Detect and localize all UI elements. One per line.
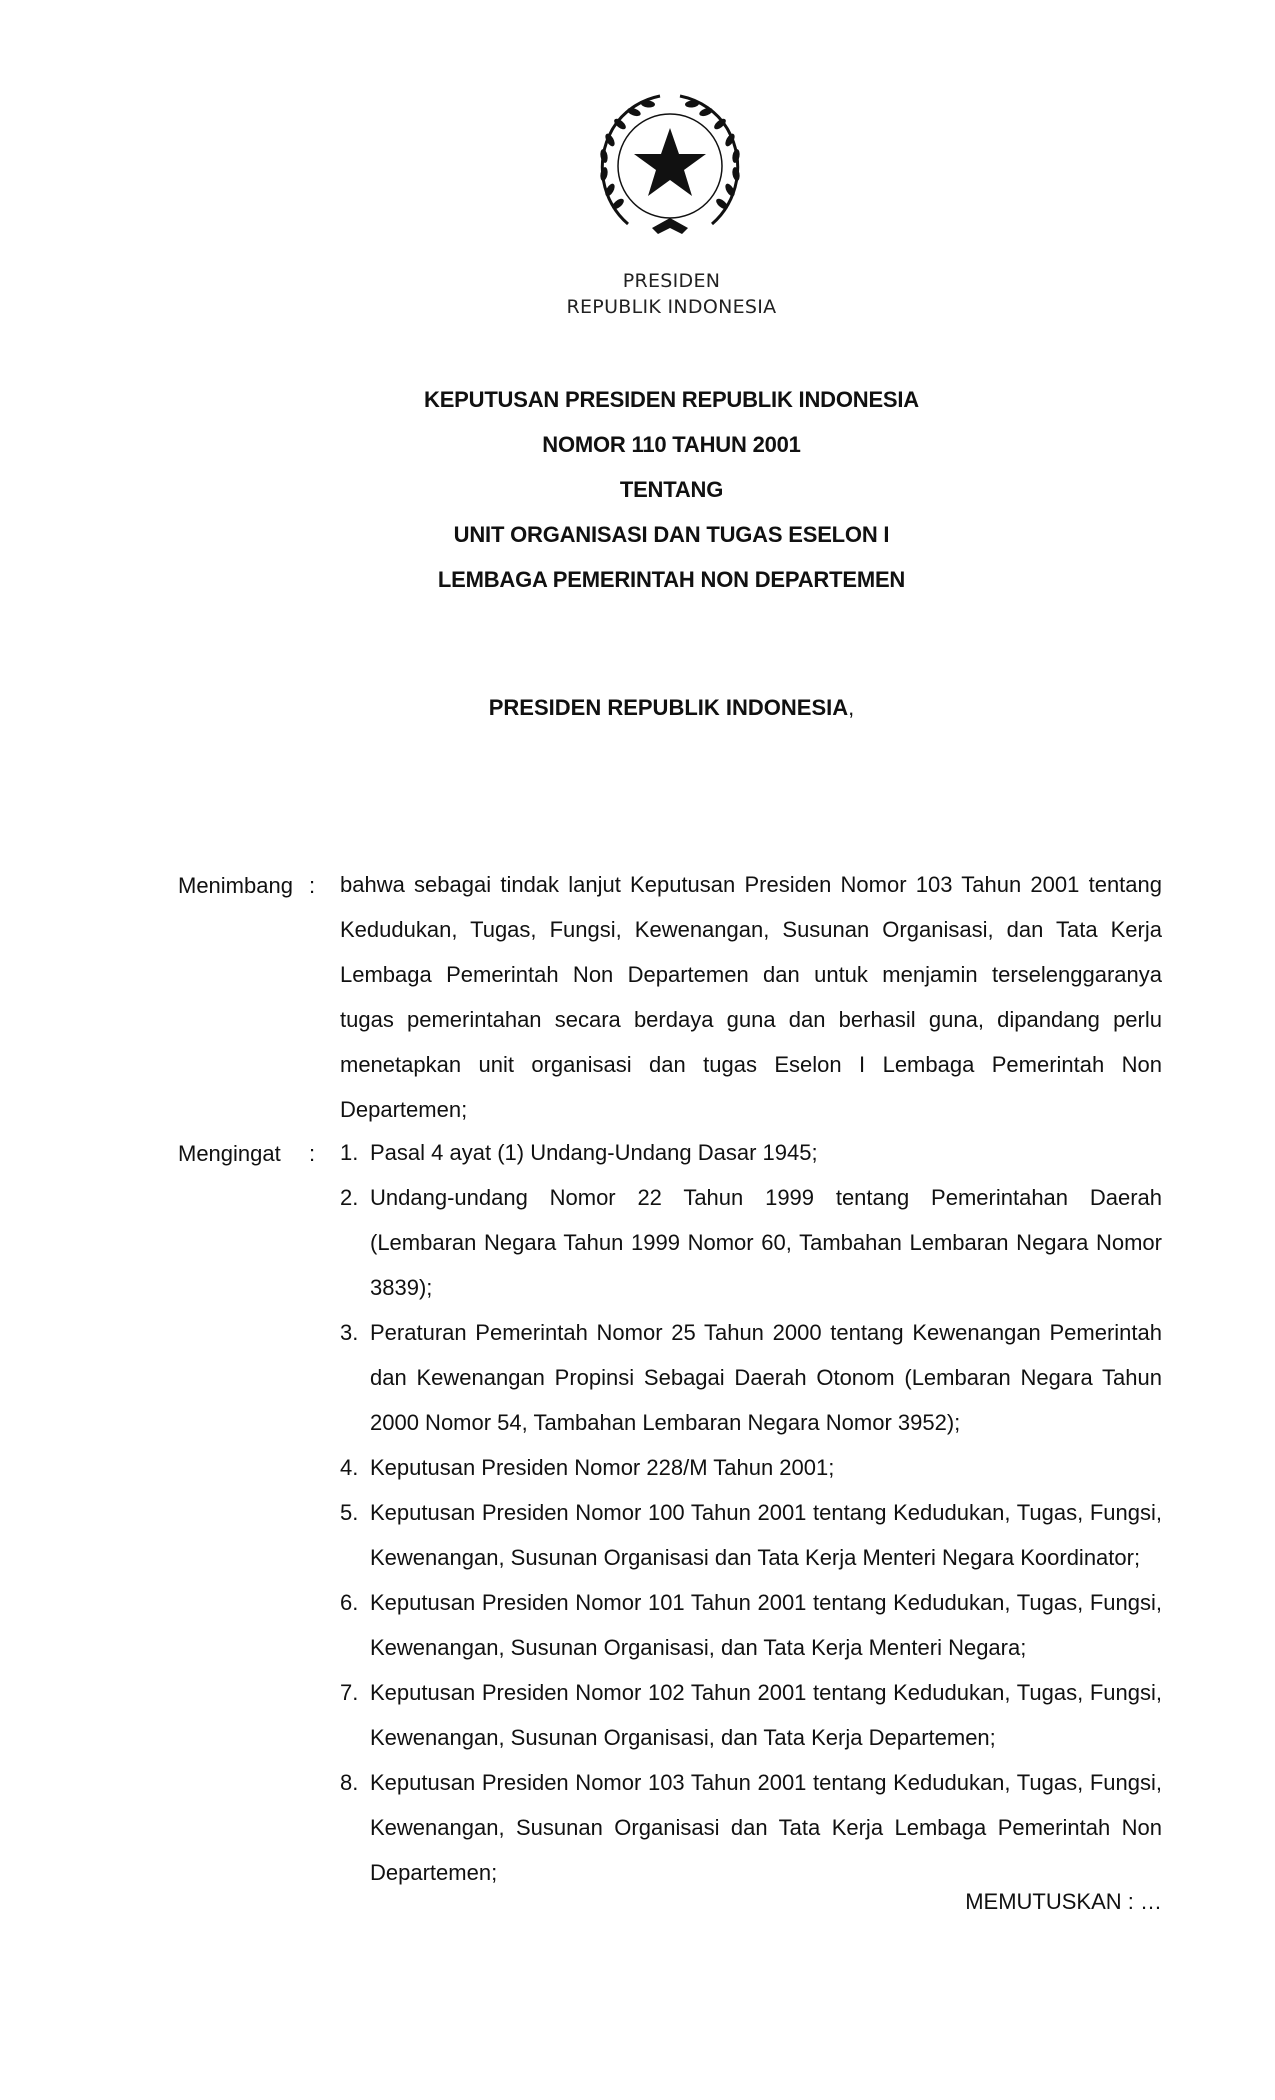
president-heading	[0, 695, 1275, 721]
document-title-line4: UNIT ORGANISASI DAN TUGAS ESELON I	[453, 522, 890, 547]
continuation-note: MEMUTUSKAN : …	[965, 1889, 1162, 1914]
list-item-number: 7.	[340, 1680, 359, 1705]
list-item	[340, 1760, 1162, 1895]
list-item-text: Undang-undang Nomor 22 Tahun 1999 tentang Pemerintahan Daerah (Lembaran Negara Tahun 1999 Nomor 60, Tambahan Lembaran Negara Nomor 3839);	[370, 1185, 1162, 1300]
list-item-number: 5.	[340, 1500, 359, 1525]
menimbang-colon: :	[309, 873, 316, 898]
list-item-number: 1.	[340, 1140, 359, 1165]
document-title-line5: LEMBAGA PEMERINTAH NON DEPARTEMEN	[437, 567, 906, 592]
list-item-number: 8.	[340, 1770, 359, 1795]
president-punct: ,	[848, 695, 855, 720]
menimbang-paragraph	[340, 862, 1162, 1132]
list-item-number: 2.	[340, 1185, 359, 1210]
mengingat-list	[340, 1130, 1162, 1895]
list-item-text: Keputusan Presiden Nomor 228/M Tahun 2001;	[370, 1455, 835, 1480]
list-item-text: Peraturan Pemerintah Nomor 25 Tahun 2000 tentang Kewenangan Pemerintah dan Kewenangan Propinsi Sebagai Daerah Otonom (Lembaran Negara Tahun 2000 Nomor 54, Tambahan Lembaran Negara Nomor 3952);	[370, 1320, 1162, 1435]
document-title-line3: TENTANG	[619, 477, 724, 502]
list-item	[340, 1445, 1162, 1490]
list-item-text: Keputusan Presiden Nomor 100 Tahun 2001 tentang Kedudukan, Tugas, Fungsi, Kewenangan, Susunan Organisasi dan Tata Kerja Menteri Negara Koordinator;	[370, 1500, 1162, 1570]
document-title-line2: NOMOR 110 TAHUN 2001	[542, 432, 801, 457]
list-item-number: 3.	[340, 1320, 359, 1345]
menimbang-text: bahwa sebagai tindak lanjut Keputusan Presiden Nomor 103 Tahun 2001 tentang Kedudukan, Tugas, Fungsi, Kewenangan, Susunan Organisasi, dan Tata Kerja Lembaga Pemerintah Non Departemen dan untuk menjamin terselenggaranya tugas pemerintahan secara berdaya guna dan berhasil guna, dipandang perlu menetapkan unit organisasi dan tugas Eselon I Lembaga Pemerintah Non Departemen;	[340, 872, 1162, 1122]
list-item-text: Keputusan Presiden Nomor 101 Tahun 2001 tentang Kedudukan, Tugas, Fungsi, Kewenangan, Susunan Organisasi, dan Tata Kerja Menteri Negara;	[370, 1590, 1162, 1660]
list-item	[340, 1175, 1162, 1310]
mengingat-label: Mengingat	[178, 1141, 281, 1166]
list-item	[340, 1670, 1162, 1760]
garuda-star-wreath-emblem-icon	[588, 86, 752, 250]
document-title-line1: KEPUTUSAN PRESIDEN REPUBLIK INDONESIA	[424, 387, 919, 412]
list-item	[340, 1490, 1162, 1580]
president-name: PRESIDEN REPUBLIK INDONESIA	[488, 695, 849, 720]
list-item-number: 6.	[340, 1590, 359, 1615]
list-item-text: Pasal 4 ayat (1) Undang-Undang Dasar 1945;	[370, 1140, 818, 1165]
list-item-number: 4.	[340, 1455, 359, 1480]
list-item-text: Keputusan Presiden Nomor 102 Tahun 2001 tentang Kedudukan, Tugas, Fungsi, Kewenangan, Susunan Organisasi, dan Tata Kerja Departemen;	[370, 1680, 1162, 1750]
menimbang-label: Menimbang	[178, 873, 293, 898]
list-item	[340, 1580, 1162, 1670]
emblem-label-republik: REPUBLIK INDONESIA	[566, 296, 777, 318]
mengingat-colon: :	[309, 1141, 316, 1166]
list-item	[340, 1130, 1162, 1175]
emblem-label-presiden: PRESIDEN	[622, 270, 721, 292]
list-item	[340, 1310, 1162, 1445]
list-item-text: Keputusan Presiden Nomor 103 Tahun 2001 tentang Kedudukan, Tugas, Fungsi, Kewenangan, Susunan Organisasi dan Tata Kerja Lembaga Pemerintah Non Departemen;	[370, 1770, 1162, 1885]
